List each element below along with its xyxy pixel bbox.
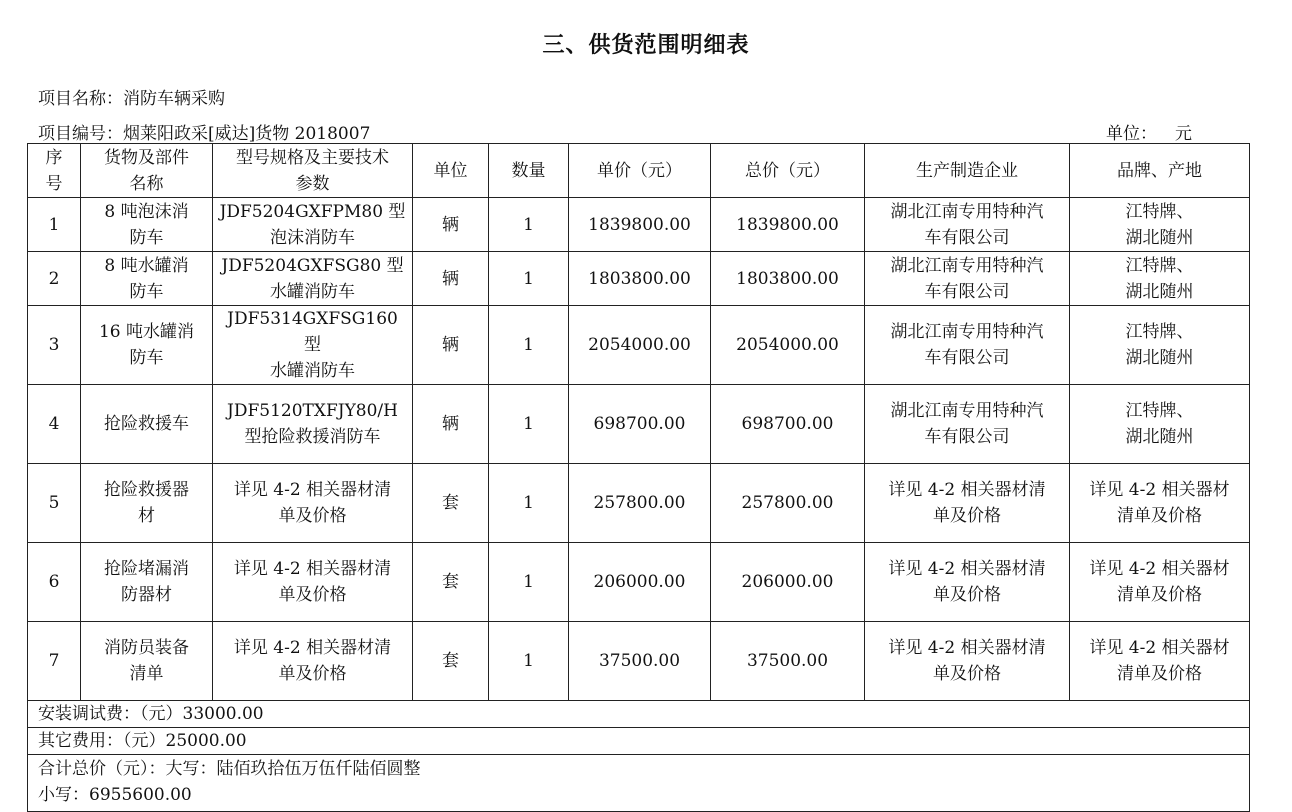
cell-brand — [1070, 252, 1250, 306]
cell-spec-line: 详见 4-2 相关器材清 — [233, 559, 392, 579]
header-goods-name-line: 名称 — [129, 173, 164, 194]
cell-qty: 1 — [489, 385, 569, 464]
cell-no: 4 — [28, 385, 81, 464]
cell-brand — [1070, 464, 1250, 543]
cell-unit-price: 1803800.00 — [569, 252, 711, 306]
cell-goods-name-line: 抢险救援车 — [104, 414, 189, 434]
cell-qty: 1 — [489, 464, 569, 543]
table-row — [28, 543, 1250, 622]
table-row — [28, 252, 1250, 306]
page-title: 三、供货范围明细表 — [542, 33, 750, 58]
currency-unit-label: 单位： — [1106, 124, 1157, 144]
cell-total-price: 1803800.00 — [711, 252, 865, 306]
cell-unit-price: 2054000.00 — [569, 306, 711, 385]
cell-unit-price: 37500.00 — [569, 622, 711, 701]
install-fee-row — [28, 701, 1250, 728]
currency-unit — [1106, 119, 1192, 144]
cell-unit-price: 206000.00 — [569, 543, 711, 622]
cell-unit: 辆 — [413, 252, 489, 306]
cell-goods-name-line: 抢险救援器 — [104, 480, 189, 500]
cell-spec-line: 水罐消防车 — [270, 361, 355, 381]
cell-total-price: 1839800.00 — [711, 198, 865, 252]
cell-unit: 辆 — [413, 385, 489, 464]
cell-goods-name — [81, 543, 213, 622]
cell-maker — [865, 543, 1070, 622]
cell-no: 6 — [28, 543, 81, 622]
cell-goods-name-line: 防车 — [129, 227, 164, 248]
supply-scope-table — [27, 143, 1250, 812]
header-goods-name-line: 货物及部件 — [104, 147, 189, 168]
cell-unit: 套 — [413, 543, 489, 622]
cell-unit-price: 1839800.00 — [569, 198, 711, 252]
cell-goods-name-line: 8 吨泡沫消 — [104, 201, 189, 222]
cell-no: 1 — [28, 198, 81, 252]
cell-spec-line: 详见 4-2 相关器材清 — [233, 638, 392, 658]
cell-maker — [865, 252, 1070, 306]
cell-spec — [213, 306, 413, 385]
cell-qty: 1 — [489, 543, 569, 622]
cell-spec-line: 水罐消防车 — [270, 281, 355, 302]
cell-maker-line: 车有限公司 — [924, 348, 1010, 368]
other-fee-row — [28, 728, 1250, 755]
cell-total-price: 37500.00 — [711, 622, 865, 701]
currency-unit-value: 元 — [1175, 124, 1192, 144]
header-spec-line: 型号规格及主要技术 — [236, 147, 389, 168]
cell-maker-line: 详见 4-2 相关器材清 — [888, 480, 1046, 500]
header-brand-line: 品牌、产地 — [1117, 160, 1202, 181]
cell-maker-line: 单及价格 — [933, 664, 1001, 684]
cell-brand-line: 湖北随州 — [1125, 348, 1194, 368]
cell-maker-line: 湖北江南专用特种汽 — [890, 322, 1044, 342]
cell-brand — [1070, 385, 1250, 464]
cell-brand-line: 湖北随州 — [1125, 281, 1194, 302]
grand-total-row — [28, 755, 1250, 812]
table-row — [28, 198, 1250, 252]
cell-maker-line: 详见 4-2 相关器材清 — [888, 638, 1046, 658]
cell-spec — [213, 385, 413, 464]
cell-spec-line: 单及价格 — [278, 664, 347, 684]
cell-goods-name — [81, 622, 213, 701]
cell-goods-name-line: 防器材 — [121, 585, 172, 605]
project-code-label: 项目编号： — [38, 124, 123, 144]
cell-brand-line: 清单及价格 — [1117, 506, 1202, 526]
header-brand — [1070, 144, 1250, 198]
cell-spec-line: 单及价格 — [278, 585, 347, 605]
cell-brand-line: 详见 4-2 相关器材 — [1089, 559, 1230, 579]
cell-spec-line: 详见 4-2 相关器材清 — [233, 480, 392, 500]
cell-spec-line: JDF5204GXFPM80 型 — [219, 201, 406, 222]
cell-maker-line: 车有限公司 — [924, 227, 1010, 248]
cell-maker-line: 单及价格 — [933, 506, 1001, 526]
other-fee: 其它费用：（元）25000.00 — [28, 728, 1250, 755]
cell-unit: 套 — [413, 464, 489, 543]
cell-qty: 1 — [489, 252, 569, 306]
cell-spec — [213, 464, 413, 543]
cell-maker — [865, 306, 1070, 385]
cell-brand-line: 详见 4-2 相关器材 — [1089, 638, 1230, 658]
cell-spec-line: JDF5314GXFSG160 型 — [227, 309, 398, 355]
install-fee: 安装调试费：（元）33000.00 — [28, 701, 1250, 728]
cell-brand-line: 江特牌、 — [1125, 201, 1194, 222]
header-no — [28, 144, 81, 198]
cell-goods-name-line: 材 — [138, 506, 155, 526]
header-unit-price — [569, 144, 711, 198]
cell-qty: 1 — [489, 306, 569, 385]
cell-unit: 套 — [413, 622, 489, 701]
header-unit-price-line: 单价（元） — [597, 160, 682, 181]
cell-brand — [1070, 306, 1250, 385]
cell-maker-line: 单及价格 — [933, 585, 1001, 605]
header-total-price-line: 总价（元） — [745, 160, 830, 181]
cell-maker-line: 详见 4-2 相关器材清 — [888, 559, 1046, 579]
cell-goods-name-line: 防车 — [129, 348, 164, 368]
cell-spec-line: 泡沫消防车 — [270, 227, 355, 248]
project-name-label: 项目名称： — [38, 89, 123, 109]
header-qty-line: 数量 — [511, 160, 546, 181]
table-row — [28, 306, 1250, 385]
cell-qty: 1 — [489, 622, 569, 701]
cell-brand-line: 江特牌、 — [1125, 322, 1194, 342]
header-unit-line: 单位 — [433, 160, 468, 181]
cell-qty: 1 — [489, 198, 569, 252]
cell-unit: 辆 — [413, 198, 489, 252]
cell-goods-name-line: 8 吨水罐消 — [104, 255, 189, 276]
table-header-row — [28, 144, 1250, 198]
cell-maker — [865, 622, 1070, 701]
cell-maker-line: 湖北江南专用特种汽 — [890, 255, 1044, 276]
cell-goods-name-line: 抢险堵漏消 — [104, 559, 189, 579]
project-name — [38, 84, 225, 109]
cell-goods-name — [81, 464, 213, 543]
header-goods-name — [81, 144, 213, 198]
cell-brand-line: 湖北随州 — [1125, 427, 1194, 447]
cell-goods-name — [81, 306, 213, 385]
cell-spec — [213, 622, 413, 701]
cell-goods-name-line: 清单 — [129, 664, 164, 684]
cell-goods-name-line: 消防员装备 — [104, 638, 189, 658]
cell-maker — [865, 385, 1070, 464]
cell-spec-line: 单及价格 — [278, 506, 347, 526]
cell-no: 3 — [28, 306, 81, 385]
cell-brand-line: 详见 4-2 相关器材 — [1089, 480, 1230, 500]
header-maker-line: 生产制造企业 — [916, 160, 1018, 181]
cell-brand — [1070, 622, 1250, 701]
cell-maker-line: 湖北江南专用特种汽 — [890, 401, 1044, 421]
cell-total-price: 698700.00 — [711, 385, 865, 464]
cell-brand-line: 清单及价格 — [1117, 585, 1202, 605]
cell-maker — [865, 464, 1070, 543]
cell-goods-name-line: 防车 — [129, 281, 164, 302]
project-code-value: 烟莱阳政采[威达]货物 2018007 — [123, 124, 371, 144]
cell-maker-line: 湖北江南专用特种汽 — [890, 201, 1044, 222]
cell-maker — [865, 198, 1070, 252]
cell-total-price: 257800.00 — [711, 464, 865, 543]
header-maker — [865, 144, 1070, 198]
table-row — [28, 622, 1250, 701]
cell-brand — [1070, 543, 1250, 622]
cell-goods-name — [81, 252, 213, 306]
cell-goods-name — [81, 385, 213, 464]
cell-goods-name — [81, 198, 213, 252]
header-no-line: 号 — [45, 173, 63, 194]
grand-total — [28, 755, 1250, 812]
cell-brand-line: 江特牌、 — [1125, 255, 1194, 276]
table-row — [28, 464, 1250, 543]
header-unit — [413, 144, 489, 198]
cell-total-price: 2054000.00 — [711, 306, 865, 385]
cell-no: 7 — [28, 622, 81, 701]
cell-spec-line: 型抢险救援消防车 — [244, 427, 381, 447]
cell-no: 2 — [28, 252, 81, 306]
project-code — [38, 119, 370, 144]
cell-brand — [1070, 198, 1250, 252]
cell-spec — [213, 198, 413, 252]
cell-spec-line: JDF5120TXFJY80/H — [227, 401, 398, 421]
cell-brand-line: 湖北随州 — [1125, 227, 1194, 248]
cell-spec-line: JDF5204GXFSG80 型 — [221, 255, 404, 276]
cell-spec — [213, 543, 413, 622]
cell-no: 5 — [28, 464, 81, 543]
cell-spec — [213, 252, 413, 306]
header-total-price — [711, 144, 865, 198]
cell-goods-name-line: 16 吨水罐消 — [98, 322, 195, 342]
header-no-line: 序 — [45, 147, 63, 168]
table-body — [28, 198, 1250, 701]
grand-total-upper: 合计总价（元）：大写：陆佰玖拾伍万伍仟陆佰圆整 — [38, 759, 421, 779]
cell-unit-price: 257800.00 — [569, 464, 711, 543]
header-qty — [489, 144, 569, 198]
header-spec-line: 参数 — [295, 173, 330, 194]
cell-total-price: 206000.00 — [711, 543, 865, 622]
project-name-value: 消防车辆采购 — [123, 89, 225, 109]
cell-maker-line: 车有限公司 — [924, 427, 1010, 447]
table-row — [28, 385, 1250, 464]
cell-unit-price: 698700.00 — [569, 385, 711, 464]
cell-brand-line: 清单及价格 — [1117, 664, 1202, 684]
grand-total-lower: 小写：6955600.00 — [38, 785, 192, 805]
header-spec — [213, 144, 413, 198]
cell-unit: 辆 — [413, 306, 489, 385]
cell-maker-line: 车有限公司 — [924, 281, 1010, 302]
cell-brand-line: 江特牌、 — [1125, 401, 1194, 421]
